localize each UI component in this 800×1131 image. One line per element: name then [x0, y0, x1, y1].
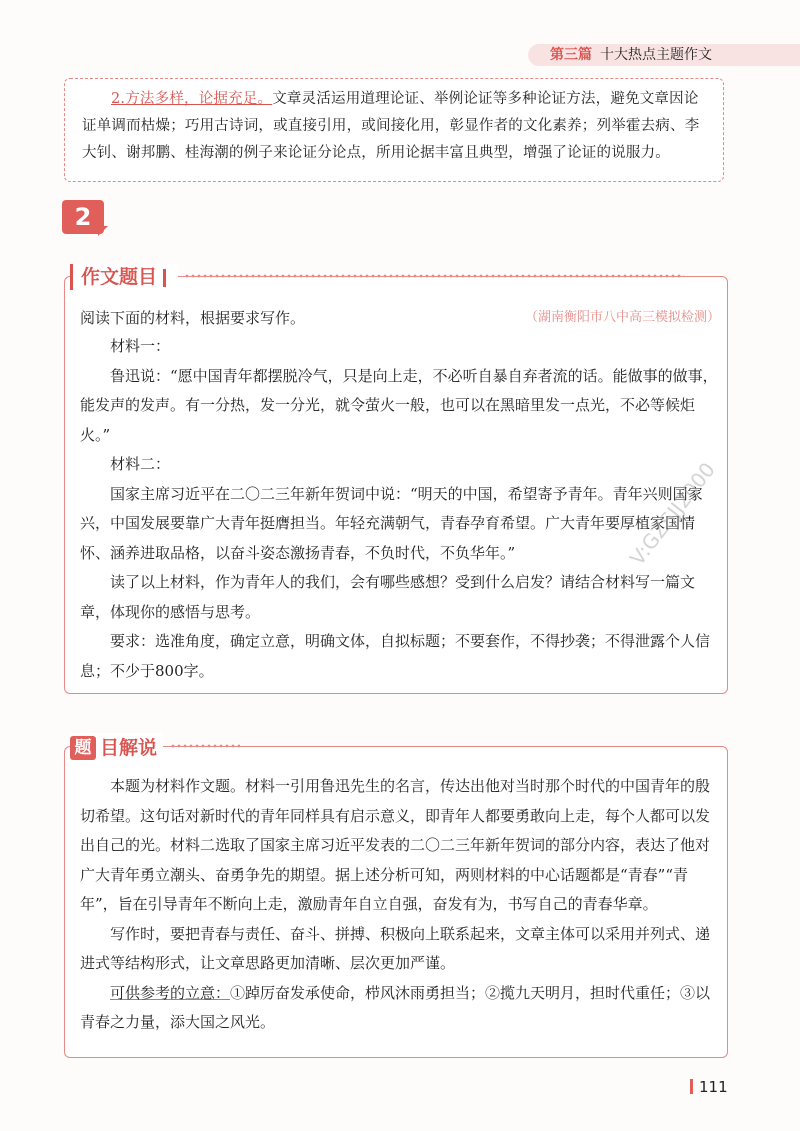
material2-label: 材料二： — [110, 455, 171, 473]
analysis-tab-first: 题 — [70, 736, 96, 760]
reference-text: ①踔厉奋发承使命，栉风沐雨勇担当；②揽九天明月，担时代重任；③以青春之力量，添大国之风光。 — [80, 983, 711, 1031]
tab-bar — [163, 269, 166, 287]
page-number-bar — [690, 1079, 693, 1094]
analysis-content — [80, 772, 722, 1038]
header-part: 第三篇 — [550, 47, 592, 63]
topic-source: （湖南衡阳市八中高三模拟检测） — [524, 310, 720, 325]
running-header — [550, 44, 712, 66]
page-number-text: 111 — [699, 1078, 728, 1096]
intro-highlight: 2.方法多样，论据充足。 — [111, 91, 273, 107]
badge-tail — [98, 226, 108, 236]
analysis-dots — [170, 744, 240, 748]
topic-prompt: 读了以上材料，作为青年人的我们，会有哪些感想？受到什么启发？请结合材料写一篇文章，体现你的感悟与思考。 — [80, 573, 696, 621]
topic-requirement: 要求：选准角度，确定立意，明确文体，自拟标题；不要套作，不得抄袭；不得泄露个人信息；不少于800字。 — [80, 632, 711, 680]
material2-text: 国家主席习近平在二〇二三年新年贺词中说：“明天的中国，希望寄予青年。青年兴则国家兴，中国发展要靠广大青年挺膺担当。年轻充满朝气，青春孕育希望。广大青年要厚植家国情怀、涵养进取品格，以奋斗姿态激扬青春，不负时代，不负华年。” — [80, 484, 703, 562]
analysis-reference — [80, 979, 722, 1038]
intro-text: 文章灵活运用道理论证、举例论证等多种论证方法，避免文章因论证单调而枯燥；巧用古诗词，或直接引用，或间接化用，彰显作者的文化素养；列举霍去病、李大钊、谢邦鹏、桂海潮的例子来论证分论点，所用论据丰富且典型，增强了论证的说服力。 — [82, 91, 700, 161]
material1-text: 鲁迅说：“愿中国青年都摆脱冷气，只是向上走，不必听自暴自弃者流的话。能做事的做事，能发声的发声。有一分热，发一分光，就令萤火一般，也可以在黑暗里发一点光，不必等候炬火。” — [80, 366, 718, 444]
analysis-tab-rest: 目解说 — [100, 736, 158, 759]
page-number — [690, 1076, 728, 1098]
topic-dots — [184, 274, 684, 278]
analysis-para1: 本题为材料作文题。材料一引用鲁迅先生的名言，传达出他对当时那个时代的中国青年的殷切希望。这句话对新时代的青年同样具有启示意义，即青年人都要勇敢向上走，每个人都可以发出自己的光。材料二选取了国家主席习近平发表的二〇二三年新年贺词的部分内容，表达了他对广大青年勇立潮头、奋勇争先的期望。据上述分析可知，两则材料的中心话题都是“青春”“青年”，旨在引导青年不断向上走，激励青年自立自强，奋发有为，书写自己的青春华章。 — [80, 777, 711, 913]
analysis-tab — [70, 733, 163, 761]
material1-label: 材料一： — [110, 337, 171, 355]
watermark: V:GZSJJ2000 — [625, 457, 720, 570]
topic-content — [80, 304, 720, 686]
analysis-para2: 写作时，要把青春与责任、奋斗、拼搏、积极向上联系起来，文章主体可以采用并列式、递进式等结构形式，让文章思路更加清晰、层次更加严谨。 — [80, 924, 711, 972]
topic-tab — [70, 264, 178, 290]
reference-label: 可供参考的立意： — [110, 983, 231, 1002]
section-number-badge: 2 — [62, 200, 104, 234]
topic-tab-label: 作文题目 — [81, 266, 158, 288]
instruction-line — [80, 304, 720, 332]
header-title: 十大热点主题作文 — [600, 47, 712, 63]
topic-instruction: 阅读下面的材料，根据要求写作。 — [80, 309, 306, 327]
intro-paragraph — [82, 86, 708, 167]
